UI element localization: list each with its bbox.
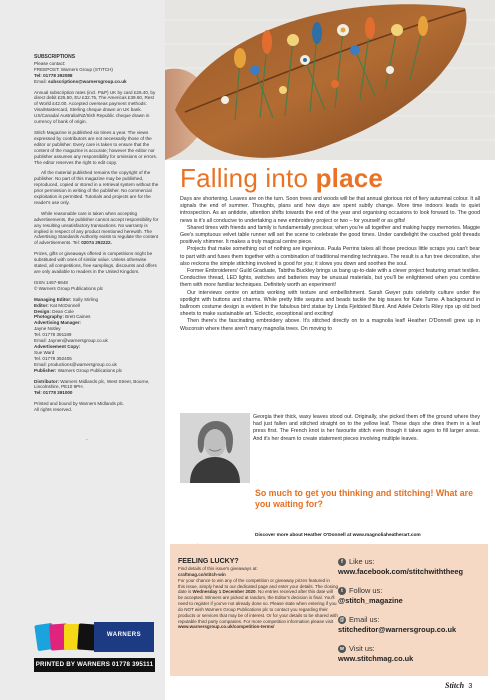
distributor-tel-label: Tel: — [34, 390, 42, 396]
ad-manager-email: Email: Jaynen@warnersgroup.co.uk — [34, 338, 108, 344]
paragraph: Our interviews centre on artists working with texture and embellishment. Sarah Gwyer puts celebrity culture under the spotlight with buttons and charms. While pretty little sequins and beads tackle the big issues for Kate Turne. A background in ballroom costume design is evident in the fabulous bird statue by Linda Fjeldsted Blunt. And Adele Delorís Riley rips up old bed sheets to make sustainable art. 'Eclectic, exceptional and exciting! — [180, 289, 480, 318]
tel-label: Tel: — [34, 72, 42, 78]
staff-name: Dean Cole — [52, 308, 74, 314]
contact-facebook[interactable] — [338, 557, 486, 576]
staff-role: Managing Editor: — [34, 296, 72, 302]
copyright: © Warners Group Publications plc — [34, 285, 104, 291]
printer-logo-graphic — [34, 618, 155, 656]
svg-text:Kat: Kat — [86, 440, 88, 441]
contact-value[interactable]: www.stitchmag.co.uk — [338, 654, 414, 663]
contact-email[interactable] — [338, 615, 486, 634]
contact-label: Like us: — [349, 557, 375, 566]
magazine-brand: Stitch — [445, 681, 465, 690]
masthead-column — [0, 0, 165, 700]
legal-text-4: Prizes, gifts or giveaways offered in competitions might be substituted with ones of similar value. Unless otherwise stated, all competitions, free samplings, discounts and offers are only available to readers in the United Kingdom. — [34, 251, 157, 274]
staff-list — [34, 297, 159, 374]
subscriptions-email: subscriptions@warnersgroup.co.uk — [48, 78, 127, 84]
feeling-lucky-panel — [178, 558, 338, 630]
printer-logo — [34, 618, 155, 674]
article-body-continuation: Georgia their thick, waxy leaves stood out. Originally, she picked them off the ground where they had just fallen and stitched straight on to the yellow leaf. These days she dries them in a leaf press first. The French knot is her favourite stitch even though it takes ages to fill larger areas. And it's her dream to create statement pieces involving multiple leaves. — [253, 414, 480, 442]
email-label: Email: — [34, 78, 47, 84]
paragraph: Days are shortening. Leaves are on the turn. Soon trees and woods will be that annual glorious riot of fiery autumnal colour. It all signals the end of summer. Thoughts, plans and how days are spent subtly change. More time indoors leads to quiet introspection. As an antidote, attention shifts towards the end of the year and organising occasions to look forward to. The good news is it's all conducive to undertaking a new embroidery project or two – for yourself or as gifts! — [180, 196, 480, 224]
paragraph: Former Embroiderers' Guild Graduate, Tabitha Buckley brings us bang up-to-date with a clever project featuring smart textiles. Conductive thread, LED lights, switches and batteries may be unusual materials, but you'll be enlightened when you combine them with more familiar techniques. Definitely worth an experiment! — [180, 268, 480, 289]
staff-role: Design: — [34, 308, 51, 314]
distributor-text: Warners Midlands plc, West Street, Bourne, Lincolnshire, PE10 9PH. — [34, 378, 150, 390]
competition-text-1: For your chance to win any of the competition or giveaway prizes featured in this issue, simply head to our dedicated page and enter your details. The closing date is — [178, 577, 339, 595]
page-number: 3 — [468, 681, 473, 690]
contact-twitter[interactable] — [338, 586, 486, 605]
giveaway-link[interactable]: craftmag.co/stitch-win — [178, 571, 226, 577]
feeling-lucky-heading: FEELING LUCKY? — [178, 558, 239, 565]
facebook-icon: f — [338, 558, 346, 566]
asa-tel: 02074 292222. — [81, 240, 112, 246]
promo-box — [170, 544, 488, 676]
contact-label: Follow us: — [349, 586, 383, 595]
closing-date: Wednesday 1 December 2020 — [192, 589, 256, 595]
staff-role: Photography: — [34, 314, 64, 320]
contact-list — [338, 557, 486, 673]
contact-value[interactable]: www.facebook.com/stitchwiththeeg — [338, 567, 463, 576]
contact-label: Visit us: — [349, 644, 375, 653]
paragraph: Then there's the fascinating embroidery above. It's stitched directly on to a magnolia leaf! Heather O'Donnell grew up in Wisconsin where there aren't many magnolia trees. On moving to — [180, 318, 480, 332]
ad-copy-tel: Tel. 01778 392405 — [34, 355, 72, 361]
twitter-icon: t — [338, 587, 346, 595]
staff-role: Editor: — [34, 302, 49, 308]
title-light: Falling into — [180, 163, 316, 193]
staff-name: Sally Stirling — [72, 296, 99, 302]
email-icon: @ — [339, 616, 345, 623]
paragraph: Projects that make something out of nothing are ingenious. Paula Perrins takes all those precious little scraps you can't bear to part with and fuses them together with a combination of traditional mending techniques. The result is a fun tree decoration, she also reckons the simple stitching involved is good for you; it slows you down and soothes the soul. — [180, 246, 480, 267]
staff-name: Kat McDonnell — [50, 302, 80, 308]
contact-value[interactable]: @stitch_magazine — [338, 596, 403, 605]
warners-badge: WARNERS — [94, 622, 154, 652]
ad-manager-name: Jayne Notley — [34, 326, 61, 332]
contact-website[interactable] — [338, 644, 486, 663]
distributor-tel: 01778 391000 — [43, 390, 73, 396]
paragraph: Shared times with friends and family is fundamentally precious; when you're all together and making happy memories. Maggie Gee's sumptuous velvet table runner will set the scene to celebrate the good times. Under candlelight the couched gold threads positively shimmer. It makes a truly magical centre piece. — [180, 224, 480, 246]
article-body — [180, 196, 480, 333]
subscription-rates: Annual subscription rates (incl. P&P) UK by card £26.40, by direct debit £25.50, EU £32.75, The Americas £39.60, Rest of World £42.00. Accepted overseas payment methods: Visa/Mastercard, Sterling cheque drawn on UK bank. US/Canada/ Australia/NZ/Irish Republic cheque drawn in currency of bank of origin. — [34, 89, 156, 125]
page-folio — [445, 681, 472, 690]
giveaway-intro: Find details of this issue's giveaways at: — [178, 566, 258, 571]
ad-copy-label: Advertisement Copy: — [34, 343, 81, 349]
title-bold: place — [315, 163, 384, 193]
ad-manager-label: Advertising Manager: — [34, 320, 81, 326]
subscriptions-tel: 01778 392088 — [43, 72, 73, 78]
terms-link[interactable]: www.warnersgroup.co.uk/competition-terms/ — [178, 624, 275, 630]
rights: All rights reserved. — [34, 407, 73, 413]
issn: ISSN 1467-6648 — [34, 279, 68, 285]
ad-copy-email: Email: productions@warnersgroup.co.uk — [34, 361, 117, 367]
ad-copy-name: Sue Ward — [34, 349, 55, 355]
ad-manager-tel: Tel. 01778 391189 — [34, 332, 72, 338]
competition-text-2: . No entries received after this date will be accepted. Winners are picked at random, the Editor's decision is final. You'll need to register if you've not already done so. Please state when entering if you do NOT wish Warners Group Publications plc to contact you regarding their products or services that may be of interest. Or for your details to be shared with reputable third party companies. For more competition information please visit — [178, 589, 338, 624]
asa-tel-label: Tel: — [72, 240, 80, 246]
legal-text-3: While reasonable care is taken when accepting advertisements, the publisher cannot accept responsibility for any resulting unsatisfactory transactions. No warranty is implied in respect of any product mentioned herewith. The Advertising Standards Authority exists to regulate the content of advertisements. — [34, 210, 159, 246]
embroidered-leaf-photo — [165, 0, 495, 160]
article-title — [180, 163, 383, 194]
publisher-label: Publisher: — [34, 367, 57, 373]
contact-label: Email us: — [349, 615, 380, 624]
closing-teaser: So much to get you thinking and stitching! What are you waiting for? — [255, 488, 473, 509]
printed-by: Printed and bound by Warners Midlands plc. — [34, 401, 125, 407]
staff-name: Brett Caines — [65, 314, 91, 320]
editor-portrait — [180, 413, 250, 483]
contact-value[interactable]: stitcheditor@warnersgroup.co.uk — [338, 625, 457, 634]
contact-intro: Please contact: — [34, 60, 66, 66]
legal-text-2: All the material published remains the copyright of the publisher. No part of this magazine may be published, reproduced, copied or stored in a retrieval system without the prior permission in writing of the publisher. No commercial exploitation is permitted. Tutorials and projects are for the reader's use only. — [34, 170, 159, 205]
printer-logo-text: PRINTED BY WARNERS 01778 395111 — [34, 658, 155, 672]
discover-more-link[interactable]: Discover more about Heather O'Donnell at www.magnoliaheatherart.com — [255, 533, 421, 538]
publisher-name: Warners Group Publications plc — [57, 367, 123, 373]
legal-text-1: Stitch Magazine is published six times a year. The views expressed by contributors are not necessarily those of the editor or publisher. Every care is taken to ensure that the content of the magazine is accurate; however the editor nor publisher assumes any responsibility for omissions or errors. The editor reserves the right to edit copy. — [34, 129, 158, 165]
globe-icon: w — [338, 645, 346, 653]
subscriptions-heading: SUBSCRIPTIONS — [34, 54, 76, 60]
freepost-address: FREEPOST: Warners Group (STITCH) — [34, 66, 113, 72]
distributor-label: Distributor: — [34, 378, 60, 384]
